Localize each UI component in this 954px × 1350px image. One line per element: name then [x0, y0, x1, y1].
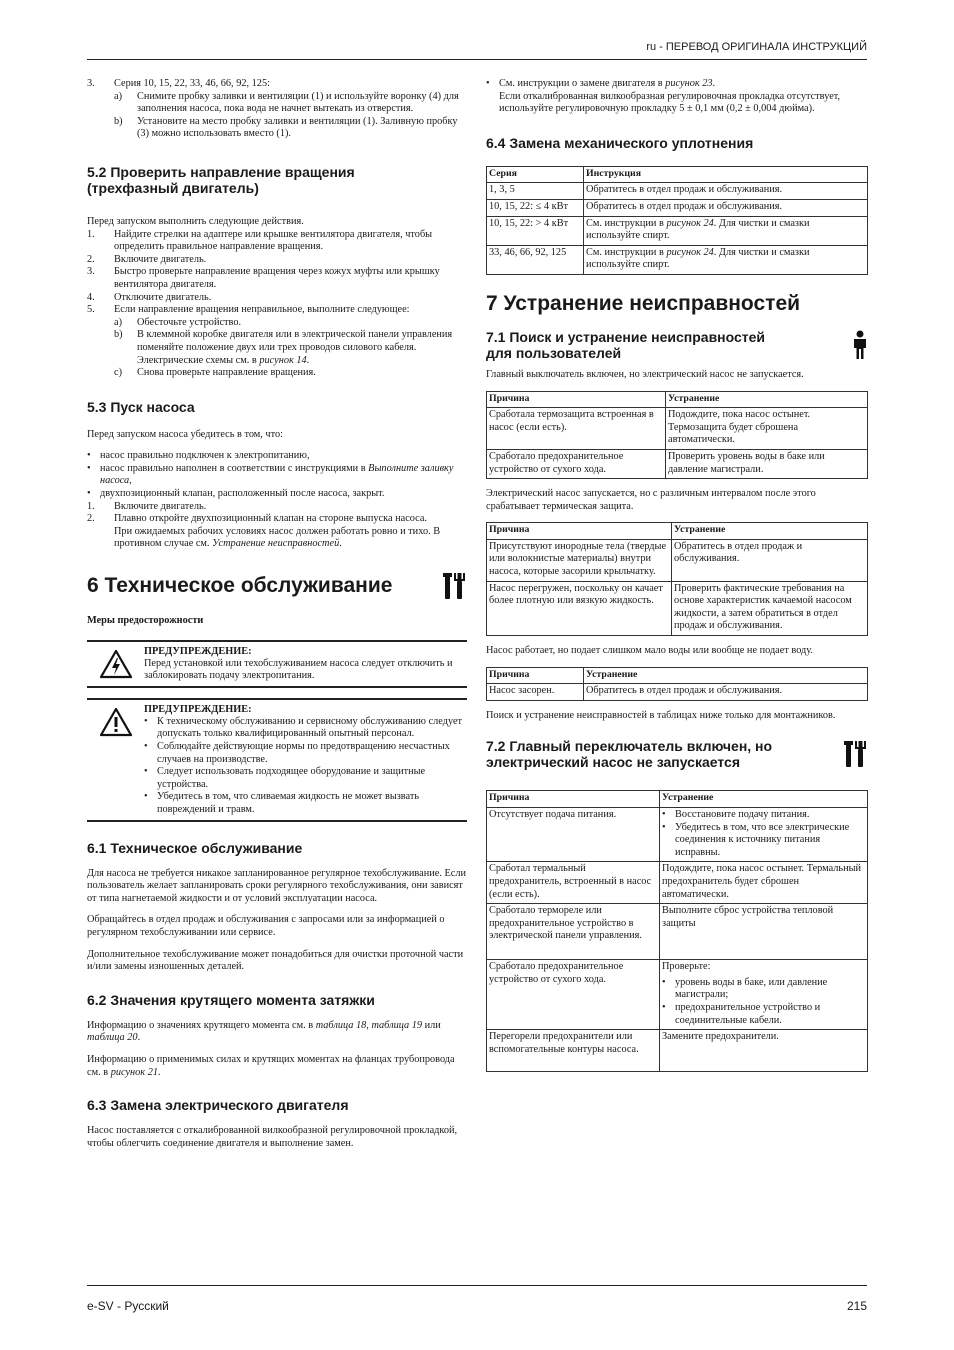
section-6-title: 6 Техническое обслуживание — [87, 571, 467, 601]
section-5-3-title: 5.3 Пуск насоса — [87, 398, 195, 415]
table-row: Сработала термозащита встроенная в насос (если есть). Подождите, пока насос остынет. Термозащита будет сброшена автоматически. — [487, 408, 868, 450]
section-5-2-intro: Перед запуском выполнить следующие действия. — [87, 215, 304, 227]
left-column: 3. Серия 10, 15, 22, 33, 46, 66, 92, 125: a) Снимите пробку заливки и вентиляции (1) и используйте воронку (4) для заполнения насоса, пока вода не начнет вытекать из отверстия. b) Установите на место пробку заливки и вентиляции (1). Заливную пробку (3) можно использовать вместо (1). 5.2 Проверить направление вращения (трехфазный двигатель) Перед запуском выполнить следующие действия. 1. Найдите стрелки на адаптере или крышке вентилятора двигателя, чтобы определить правильное направление вращения. 2. Включите двигатель. 3. Быстро проверьте направление вращения через кожух муфты или крышку вентилятора двигателя. 4. Отключите двигатель. 5. Если направление вращения неправильное, выполните следующее: a) Обесточьте устройство. b) В клеммной коробке двигателя или в электрической панели управления поменяйте положение двух или трех проводов силового кабеля. Электрические схемы см. в рисунок 14. c) Снова проверьте направление вращения. 5.3 Пуск насоса Перед запуском насоса убедитесь в том, что: • насос правильно подключен к электропитанию, • насос правильно наполнен в соответствии с инструкциями в Выполните заливку насоса, • двухпозиционный клапан, расположенный после насоса, закрыт. 1. Включите двигатель. 2. Плавно откройте двухпозиционный клапан на стороне выпуска насоса. При ожидаемых рабочих условиях насос должен работать ровно и тихо. В противном случае см. Устранение неисправностей. 6 Техническое обслуживание Меры предосторожности ПРЕДУПРЕЖДЕНИЕ: Перед установкой или техобслуживанием насоса следует отключить и заблокировать подачу электропитания. ПРЕДУПРЕЖДЕНИЕ: • К техническому обслуживанию и сервисному обслуживанию следует допускать только квалифицированный опытный персонал. • Соблюдайте действующие нормы по предотвращению несчастных случаев на производстве. • Следует использовать подходящее оборудование и защитные устройства. • Убедитесь в том, что сливаемая жидкость не может вызвать повреждений и травм. 6.1 Техническое обслуживание Для насоса не требуется никакое запланированное регулярное техобслуживание. Если пользователь желает запланировать сроки регулярного техобслуживания, они зависят от типа нагнетаемой жидкости и от условий эксплуатации насоса. Обращайтесь в отдел продаж и обслуживания с запросами или за информацией о регулярном техобслуживании или сервисе. Дополнительное техобслуживание может понадобиться для очистки проточной части и/или замены изношенных деталей. 6.2 Значения крутящего момента затяжки Информацию о значениях крутящего момента см. в таблица 18, таблица 19 или таблица 20. Информацию о применимых силах и крутящих моментах на фланцах трубопровода см. в рисунок 21. 6.3 Замена электрического двигателя Насос поставляется с откалиброванной вилкообразной регулировочной прокладкой, чтобы облегчить соединение двигателя и выполнение замен. — [87, 78, 467, 1150]
table-row: Сработало предохранительное устройство от сухого хода. Проверьте: • уровень воды в баке, или давление магистрали; • предохранительное устройство и соединительные кабели. — [487, 960, 868, 1030]
warning-box-general: ПРЕДУПРЕЖДЕНИЕ: • К техническому обслуживанию и сервисному обслуживанию следует допускать только квалифицированный опытный персонал. • Соблюдайте действующие нормы по предотвращению несчастных случаев на производстве. • Следует использовать подходящее оборудование и защитные устройства. • Убедитесь в том, что сливаемая жидкость не может вызвать повреждений и травм. — [87, 698, 467, 822]
ref-link[interactable]: рисунок 24 — [666, 246, 714, 258]
table-row: 10, 15, 22: ≤ 4 кВт Обратитесь в отдел продаж и обслуживания. — [487, 199, 868, 216]
table-row: 33, 46, 66, 92, 125 См. инструкции в рисунок 24. Для чистки и смазки используйте спирт. — [487, 245, 868, 274]
table-row: Перегорели предохранители или вспомогательные контуры насоса. Замените предохранители. — [487, 1030, 868, 1072]
warning-label: ПРЕДУПРЕЖДЕНИЕ: — [144, 703, 252, 715]
section-5-2-title: 5.2 Проверить направление вращения (трехфазный двигатель) — [87, 163, 355, 196]
precautions-heading: Меры предосторожности — [87, 615, 204, 627]
section-6-2-title: 6.2 Значения крутящего момента затяжки — [87, 991, 375, 1008]
header-title: ru - ПЕРЕВОД ОРИГИНАЛА ИНСТРУКЦИЙ — [646, 41, 867, 53]
fault-table-2: Причина Устранение Присутствуют инородные тела (твердые или волокнистые материалы) внутри насоса, которые засорили крыльчатку. Обратитесь в отдел продаж и обслуживания. Насос перегружен, поскольку он качает более плотную или вязкую жидкость. Проверить фактические требования на основе характеристик качаемой насосом жидкости, а затем обратиться в отдел продаж и обслуживания. — [486, 522, 868, 636]
section-6-4-title: 6.4 Замена механического уплотнения — [486, 134, 754, 151]
table-row: Присутствуют инородные тела (твердые или волокнистые материалы) внутри насоса, которые засорили крыльчатку. Обратитесь в отдел продаж и обслуживания. — [487, 539, 868, 581]
section-6-1-title: 6.1 Техническое обслуживание — [87, 839, 303, 856]
tools-icon — [441, 571, 467, 601]
ref-link[interactable]: рисунок 24 — [666, 217, 714, 229]
warning-label: ПРЕДУПРЕЖДЕНИЕ: — [144, 645, 252, 657]
ref-link[interactable]: Выполните заливку насоса — [100, 462, 454, 487]
table-row: Насос засорен. Обратитесь в отдел продаж и обслуживания. — [487, 684, 868, 701]
table-row: Отсутствует подача питания. • Восстановите подачу питания. • Убедитесь в том, что все электрические соединения к источнику питания исправны. — [487, 808, 868, 862]
section-5-2-steps: 1. Найдите стрелки на адаптере или крышке вентилятора двигателя, чтобы определить правильное направление вращения. 2. Включите двигатель. 3. Быстро проверьте направление вращения через кожух муфты или крышку вентилятора двигателя. 4. Отключите двигатель. 5. Если направление вращения неправильное, выполните следующее: a) Обесточьте устройство. b) В клеммной коробке двигателя или в электрической панели управления поменяйте положение двух или трех проводов силового кабеля. Электрические схемы см. в рисунок 14. c) Снова проверьте направление вращения. — [87, 228, 453, 379]
tools-icon — [842, 739, 868, 769]
footer-left: e-SV - Русский — [87, 1299, 169, 1313]
seal-table: Серия Инструкция 1, 3, 5 Обратитесь в отдел продаж и обслуживания. 10, 15, 22: ≤ 4 кВт Обратитесь в отдел продаж и обслуживания. 10, 15, 22: > 4 кВт См. инструкции в рисунок 24. Для чистки и смазки используйте спирт. 33, 46, 66, 92, 125 См. инструкции в рисунок 24. Для чистки и смазки используйте спирт. — [486, 166, 868, 275]
electric-hazard-icon — [99, 649, 133, 679]
ref-link[interactable]: рисунок 14 — [259, 354, 307, 366]
section-6-3-title: 6.3 Замена электрического двигателя — [87, 1097, 349, 1114]
section-5-3-checks: • насос правильно подключен к электропитанию, • насос правильно наполнен в соответствии с инструкциями в Выполните заливку насоса, • двухпозиционный клапан, расположенный после насоса, закрыт. — [87, 450, 467, 500]
header-rule — [87, 59, 867, 60]
fault-table-3: Причина Устранение Насос засорен. Обратитесь в отдел продаж и обслуживания. — [486, 667, 868, 701]
table-row: Насос перегружен, поскольку он качает более плотную или вязкую жидкость. Проверить фактические требования на основе характеристик качаемой насосом жидкости, а затем обратиться в отдел продаж и обслуживания. — [487, 581, 868, 635]
footer-rule — [87, 1285, 867, 1286]
page-number: 215 — [846, 1299, 867, 1313]
user-icon — [852, 330, 868, 360]
table-row: Сработало предохранительное устройство от сухого хода. Проверить уровень воды в баке или давление магистрали. — [487, 449, 868, 478]
section-5-3-intro: Перед запуском насоса убедитесь в том, что: — [87, 428, 283, 440]
list-item-3: 3. Серия 10, 15, 22, 33, 46, 66, 92, 125: a) Снимите пробку заливки и вентиляции (1) и используйте воронку (4) для заполнения насоса, пока вода не начнет вытекать из отверстия. b) Установите на место пробку заливки и вентиляции (1). Заливную пробку (3) можно использовать вместо (1). — [87, 78, 459, 140]
fault-table-1: Причина Устранение Сработала термозащита встроенная в насос (если есть). Подождите, пока насос остынет. Термозащита будет сброшена автоматически. Сработало предохранительное устройство от сухого хода. Проверить уровень воды в баке или давление магистрали. — [486, 391, 868, 480]
table-row: 10, 15, 22: > 4 кВт См. инструкции в рисунок 24. Для чистки и смазки используйте спирт. — [487, 216, 868, 245]
section-7-2-title: 7.2 Главный переключатель включен, но электрический насос не запускается — [486, 738, 868, 770]
table-row: Сработал термальный предохранитель, встроенный в насос (если есть). Подождите, пока насос остынет. Термальный предохранитель будет сброшен автоматически. — [487, 862, 868, 904]
section-5-3-steps: 1. Включите двигатель. 2. Плавно откройте двухпозиционный клапан на стороне выпуска насоса. При ожидаемых рабочих условиях насос должен работать ровно и тихо. В противном случае см. Устранение неисправностей. — [87, 500, 441, 550]
section-7-1-title: 7.1 Поиск и устранение неисправностей для пользователей — [486, 329, 868, 361]
ref-link[interactable]: рисунок 21 — [110, 1066, 158, 1078]
warning-box-electric: ПРЕДУПРЕЖДЕНИЕ: Перед установкой или техобслуживанием насоса следует отключить и заблокировать подачу электропитания. — [87, 640, 467, 688]
warning-icon — [99, 707, 133, 737]
ref-link[interactable]: рисунок 23 — [665, 78, 713, 89]
ref-link[interactable]: Устранение неисправностей — [212, 538, 340, 550]
fault-table-installers: Причина Устранение Отсутствует подача питания. • Восстановите подачу питания. • Убедитесь в том, что все электрические соединения к источнику питания исправны. Сработал термальный предохранитель, встроенный в насос (если есть). Подождите, пока насос остынет. Термальный предохранитель будет сброшен автоматически. Сработало термореле или предохранительное устройство в электрической панели управления. Выполните сброс устройства тепловой защиты Сработало предохранительное устройство от сухого хода. Проверьте: • уровень воды в баке, или давление магистрали; • предохранительное устройство и соединительные кабели. Перегорели предохранители или вспомогательные контуры насоса. Замените предохранители. — [486, 790, 868, 1072]
ref-link[interactable]: таблица 20 — [87, 1032, 138, 1044]
section-7-title: 7 Устранение неисправностей — [486, 291, 801, 315]
table-row: Сработало термореле или предохранительное устройство в электрической панели управления. Выполните сброс устройства тепловой защиты — [487, 904, 868, 960]
table-row: 1, 3, 5 Обратитесь в отдел продаж и обслуживания. — [487, 183, 868, 200]
right-column: • См. инструкции о замене двигателя в рисунок 23. Если откалиброванная вилкообразная регулировочная прокладка отсутствует, используйте регулировочную прокладку 5 ± 0,1 мм (0,2 ± 0,004 дюйма). 6.4 Замена механического уплотнения Серия Инструкция 1, 3, 5 Обратитесь в отдел продаж и обслуживания. 10, 15, 22: ≤ 4 кВт Обратитесь в отдел продаж и обслуживания. 10, 15, 22: > 4 кВт См. инструкции в рисунок 24. Для чистки и смазки используйте спирт. 33, 46, 66, 92, 125 См. инструкции в рисунок 24. Для чистки и смазки используйте спирт. 7 Устранение неисправностей 7.1 Поиск и устранение неисправностей для пользователей Главный выключатель включен, но электрический насос не запускается. Причина Устранение Сработала термозащита встроенная в насос (если есть). Подождите, пока насос остынет. Термозащита будет сброшена автоматически. Сработало предохранительное устройство от сухого хода. Проверить уровень воды в баке или давление магистрали. Электрический насос запускается, но с различным интервалом после этого срабатывает термическая защита. Причина Устранение Присутствуют инородные тела (твердые или волокнистые материалы) внутри насоса, которые засорили крыльчатку. Обратитесь в отдел продаж и обслуживания. Насос перегружен, поскольку он качает более плотную или вязкую жидкость. Проверить фактические требования на основе характеристик качаемой насосом жидкости, а затем обратиться в отдел продаж и обслуживания. Насос работает, но подает слишком мало воды или вообще не подает воду. Причина Устранение Насос засорен. Обратитесь в отдел продаж и обслуживания. Поиск и устранение неисправностей в таблицах ниже только для монтажников. 7.2 Главный переключатель включен, но электрический насос не запускается Причина Устранение Отсутствует подача питания. • Восстановите подачу питания. • Убедитесь в том, что все электрические соединения к источнику питания исправны. Сработал термальный предохранитель, встроенный в насос (если есть). Подождите, пока насос остынет. Термальный предохранитель будет сброшен автоматически. Сработало термореле или предохранительное устройство в электрической панели управления. Выполните сброс устройства тепловой защиты Сработало предохранительное устройство от сухого хода. Проверьте: • уровень воды в баке, или давление магистрали; • предохранительное устройство и соединительные кабели. Перегорели предохранители или вспомогательные контуры насоса. Замените предохранители. — [486, 78, 868, 1072]
ref-link[interactable]: таблица 19 — [371, 1019, 423, 1031]
torque-paragraph: Информацию о значениях крутящего момента см. в таблица 18, таблица 19 или таблица 20. — [87, 1019, 441, 1044]
ref-link[interactable]: таблица 18 — [315, 1019, 367, 1031]
